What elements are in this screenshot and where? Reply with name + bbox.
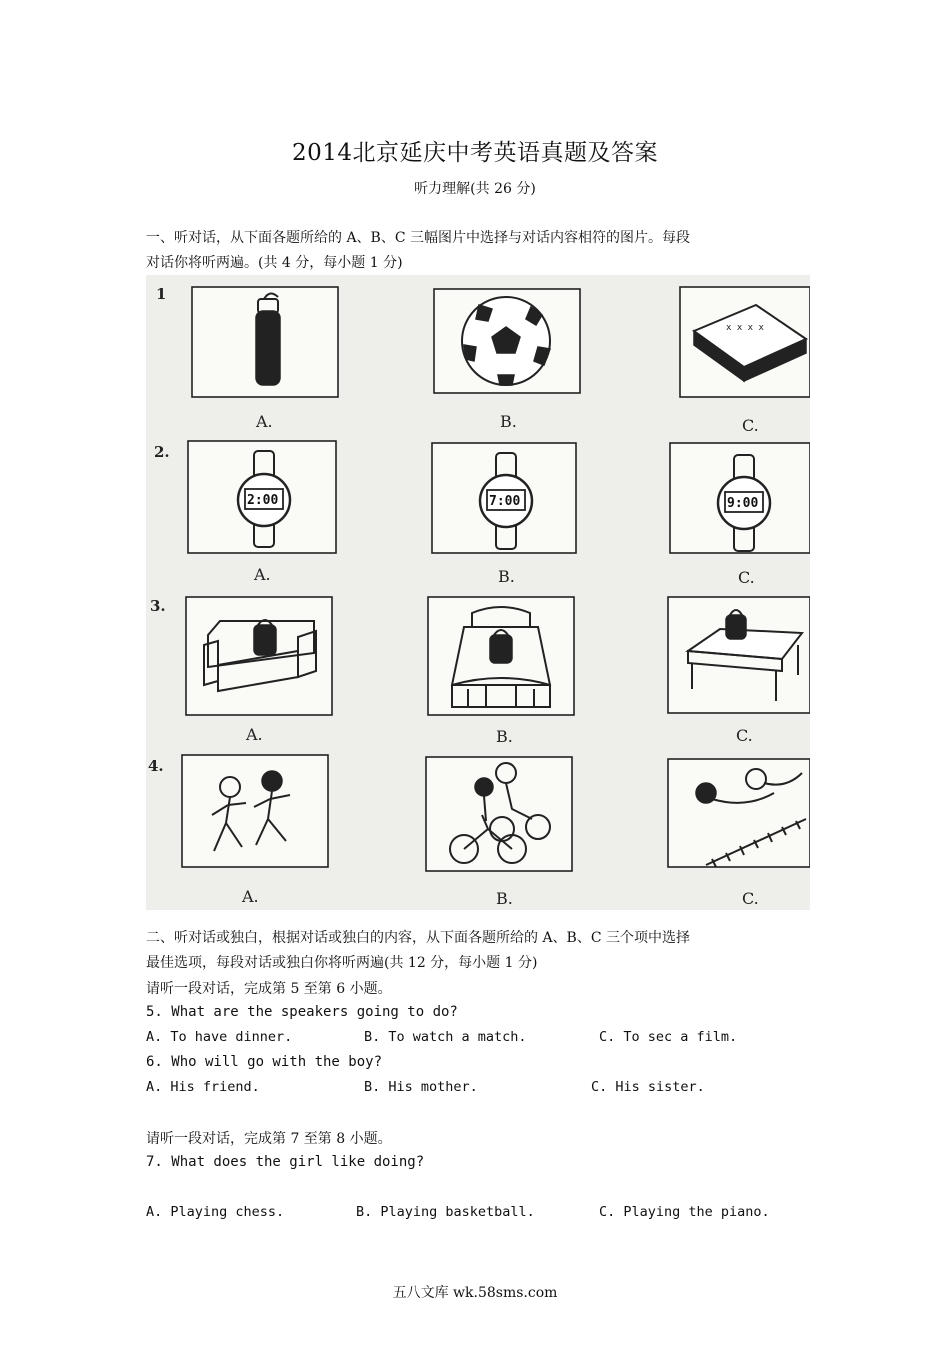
question-7: 7. What does the girl like doing? [146, 1154, 425, 1170]
q2-label-a: A. [254, 565, 271, 584]
watch-a-time: 2:00 [247, 493, 279, 508]
q1-label-c: C. [742, 416, 759, 435]
prompt-7-8: 请听一段对话，完成第 7 至第 8 小题。 [146, 1131, 392, 1147]
q4-label-a: A. [242, 887, 259, 906]
picture-grid-svg [146, 275, 810, 910]
q7-option-a: A. Playing chess. [146, 1204, 285, 1220]
soccer-ball-icon [462, 297, 550, 385]
q3-label-b: B. [496, 727, 513, 746]
q4-option-a-frame [182, 755, 328, 867]
part2-instruction-line2: 最佳选项，每段对话或独白你将听两遍(共 12 分，每小题 1 分) [146, 955, 538, 971]
q4-label-c: C. [742, 889, 759, 908]
part1-instruction [146, 226, 811, 276]
q7-option-c: C. Playing the piano. [599, 1204, 770, 1220]
question-4-number: 4. [148, 757, 164, 775]
q4-label-b: B. [496, 889, 513, 908]
q2-label-c: C. [738, 568, 755, 587]
part1-instruction-line1: 一、听对话，从下面各题所给的 A、B、C 三幅图片中选择与对话内容相符的图片。每段 [146, 230, 691, 246]
watch-c-time: 9:00 [727, 496, 759, 511]
q5-option-b: B. To watch a match. [364, 1029, 527, 1045]
q6-option-a: A. His friend. [146, 1079, 260, 1095]
q1-label-a: A. [256, 412, 273, 431]
q2-label-b: B. [498, 567, 515, 586]
footer-watermark: 五八文库 wk.58sms.com [392, 1285, 558, 1301]
q5-option-a: A. To have dinner. [146, 1029, 293, 1045]
watch-b-time: 7:00 [489, 494, 521, 509]
question-1-number: 1 [156, 285, 167, 303]
q7-option-b: B. Playing basketball. [356, 1204, 535, 1220]
part2-instruction [146, 926, 811, 976]
section-subtitle: 听力理解(共 26 分) [414, 181, 536, 197]
question-3-number: 3. [150, 597, 166, 615]
question-2-number: 2. [154, 443, 170, 461]
prompt-5-6: 请听一段对话，完成第 5 至第 6 小题。 [146, 981, 392, 997]
q6-option-b: B. His mother. [364, 1079, 478, 1095]
svg-text:x x x x: x x x x [726, 323, 764, 333]
q1-label-b: B. [500, 412, 517, 431]
document-title: 2014北京延庆中考英语真题及答案 [291, 140, 659, 166]
q5-option-c: C. To sec a film. [599, 1029, 738, 1045]
picture-grid [146, 275, 810, 910]
q3-label-a: A. [246, 725, 263, 744]
q3-label-c: C. [736, 726, 753, 745]
part1-instruction-line2: 对话你将听两遍。(共 4 分，每小题 1 分) [146, 255, 403, 271]
q6-option-c: C. His sister. [591, 1079, 705, 1095]
question-6: 6. Who will go with the boy? [146, 1054, 383, 1070]
part2-instruction-line1: 二、听对话或独白，根据对话或独白的内容，从下面各题所给的 A、B、C 三个项中选择 [146, 930, 691, 946]
question-5: 5. What are the speakers going to do? [146, 1004, 458, 1020]
